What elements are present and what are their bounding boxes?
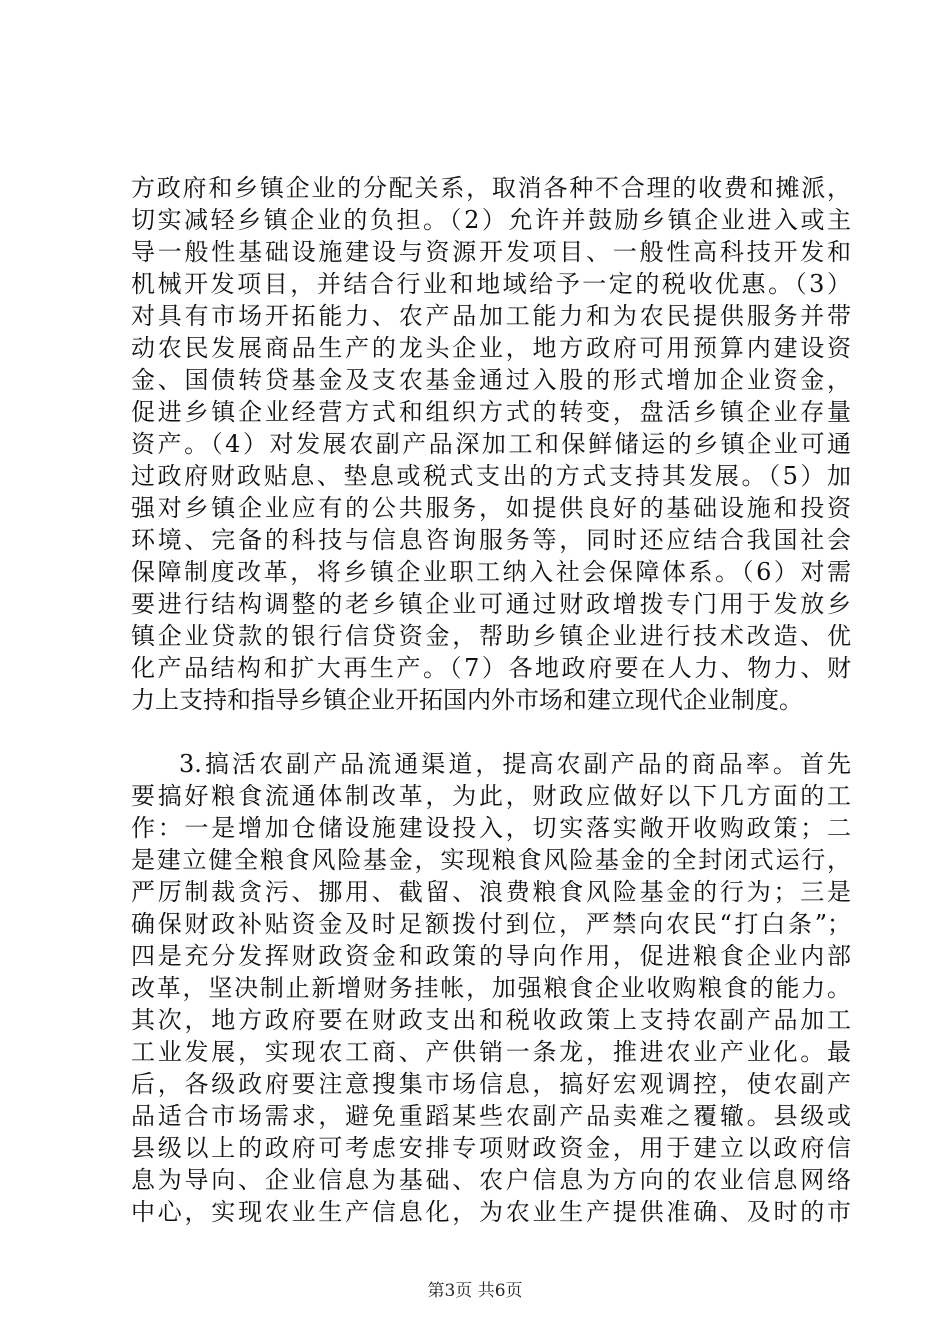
text-line: 对具有市场开拓能力、农产品加工能力和为农民提供服务并带 bbox=[131, 302, 851, 330]
text-line: 确保财政补贴资金及时足额拨付到位，严禁向农民“打白条”； bbox=[131, 910, 851, 938]
text-line: 品适合市场需求，避免重蹈某些农副产品卖难之覆辙。县级或 bbox=[131, 1102, 851, 1130]
text-line: 改革，坚决制止新增财务挂帐，加强粮食企业收购粮食的能力。 bbox=[131, 974, 851, 1002]
text-line: 动农民发展商品生产的龙头企业，地方政府可用预算内建设资 bbox=[131, 334, 851, 362]
text-line: 机械开发项目，并结合行业和地域给予一定的税收优惠。（3） bbox=[131, 270, 851, 298]
text-line: 是建立健全粮食风险基金，实现粮食风险基金的全封闭式运行， bbox=[131, 846, 851, 874]
text-line: 切实减轻乡镇企业的负担。（2）允许并鼓励乡镇企业进入或主 bbox=[131, 206, 851, 234]
page-number-footer: 第3页 共6页 bbox=[427, 1281, 523, 1301]
document-body bbox=[131, 172, 851, 1228]
text-line: 环境、完备的科技与信息咨询服务等，同时还应结合我国社会 bbox=[131, 526, 851, 554]
text-line: 其次，地方政府要在财政支出和税收政策上支持农副产品加工 bbox=[131, 1006, 851, 1034]
paragraph-1 bbox=[131, 172, 851, 716]
text-line: 金、国债转贷基金及支农基金通过入股的形式增加企业资金， bbox=[131, 366, 851, 394]
text-line: 要搞好粮食流通体制改革，为此，财政应做好以下几方面的工 bbox=[131, 782, 851, 810]
text-line: 县级以上的政府可考虑安排专项财政资金，用于建立以政府信 bbox=[131, 1134, 851, 1162]
text-line: 3.搞活农副产品流通渠道，提高农副产品的商品率。首先 bbox=[179, 750, 851, 778]
text-line: 促进乡镇企业经营方式和组织方式的转变，盘活乡镇企业存量 bbox=[131, 398, 851, 426]
text-line: 中心，实现农业生产信息化，为农业生产提供准确、及时的市 bbox=[131, 1198, 851, 1226]
text-line: 保障制度改革，将乡镇企业职工纳入社会保障体系。（6）对需 bbox=[131, 558, 851, 586]
text-line: 导一般性基础设施建设与资源开发项目、一般性高科技开发和 bbox=[131, 238, 851, 266]
text-line: 息为导向、企业信息为基础、农户信息为方向的农业信息网络 bbox=[131, 1166, 851, 1194]
paragraph-spacer bbox=[131, 716, 851, 748]
text-line: 四是充分发挥财政资金和政策的导向作用，促进粮食企业内部 bbox=[131, 942, 851, 970]
text-line: 方政府和乡镇企业的分配关系，取消各种不合理的收费和摊派， bbox=[131, 174, 851, 202]
paragraph-2 bbox=[131, 748, 851, 1228]
text-line: 过政府财政贴息、垫息或税式支出的方式支持其发展。（5）加 bbox=[131, 462, 851, 490]
text-line: 作：一是增加仓储设施建设投入，切实落实敞开收购政策；二 bbox=[131, 814, 851, 842]
text-line: 强对乡镇企业应有的公共服务，如提供良好的基础设施和投资 bbox=[131, 494, 851, 522]
text-line: 化产品结构和扩大再生产。（7）各地政府要在人力、物力、财 bbox=[131, 654, 851, 682]
text-line: 力上支持和指导乡镇企业开拓国内外市场和建立现代企业制度。 bbox=[131, 686, 803, 714]
text-line: 工业发展，实现农工商、产供销一条龙，推进农业产业化。最 bbox=[131, 1038, 851, 1066]
text-line: 严厉制裁贪污、挪用、截留、浪费粮食风险基金的行为；三是 bbox=[131, 878, 851, 906]
text-line: 资产。（4）对发展农副产品深加工和保鲜储运的乡镇企业可通 bbox=[131, 430, 851, 458]
text-line: 要进行结构调整的老乡镇企业可通过财政增拨专门用于发放乡 bbox=[131, 590, 851, 618]
text-line: 后，各级政府要注意搜集市场信息，搞好宏观调控，使农副产 bbox=[131, 1070, 851, 1098]
text-line: 镇企业贷款的银行信贷资金，帮助乡镇企业进行技术改造、优 bbox=[131, 622, 851, 650]
